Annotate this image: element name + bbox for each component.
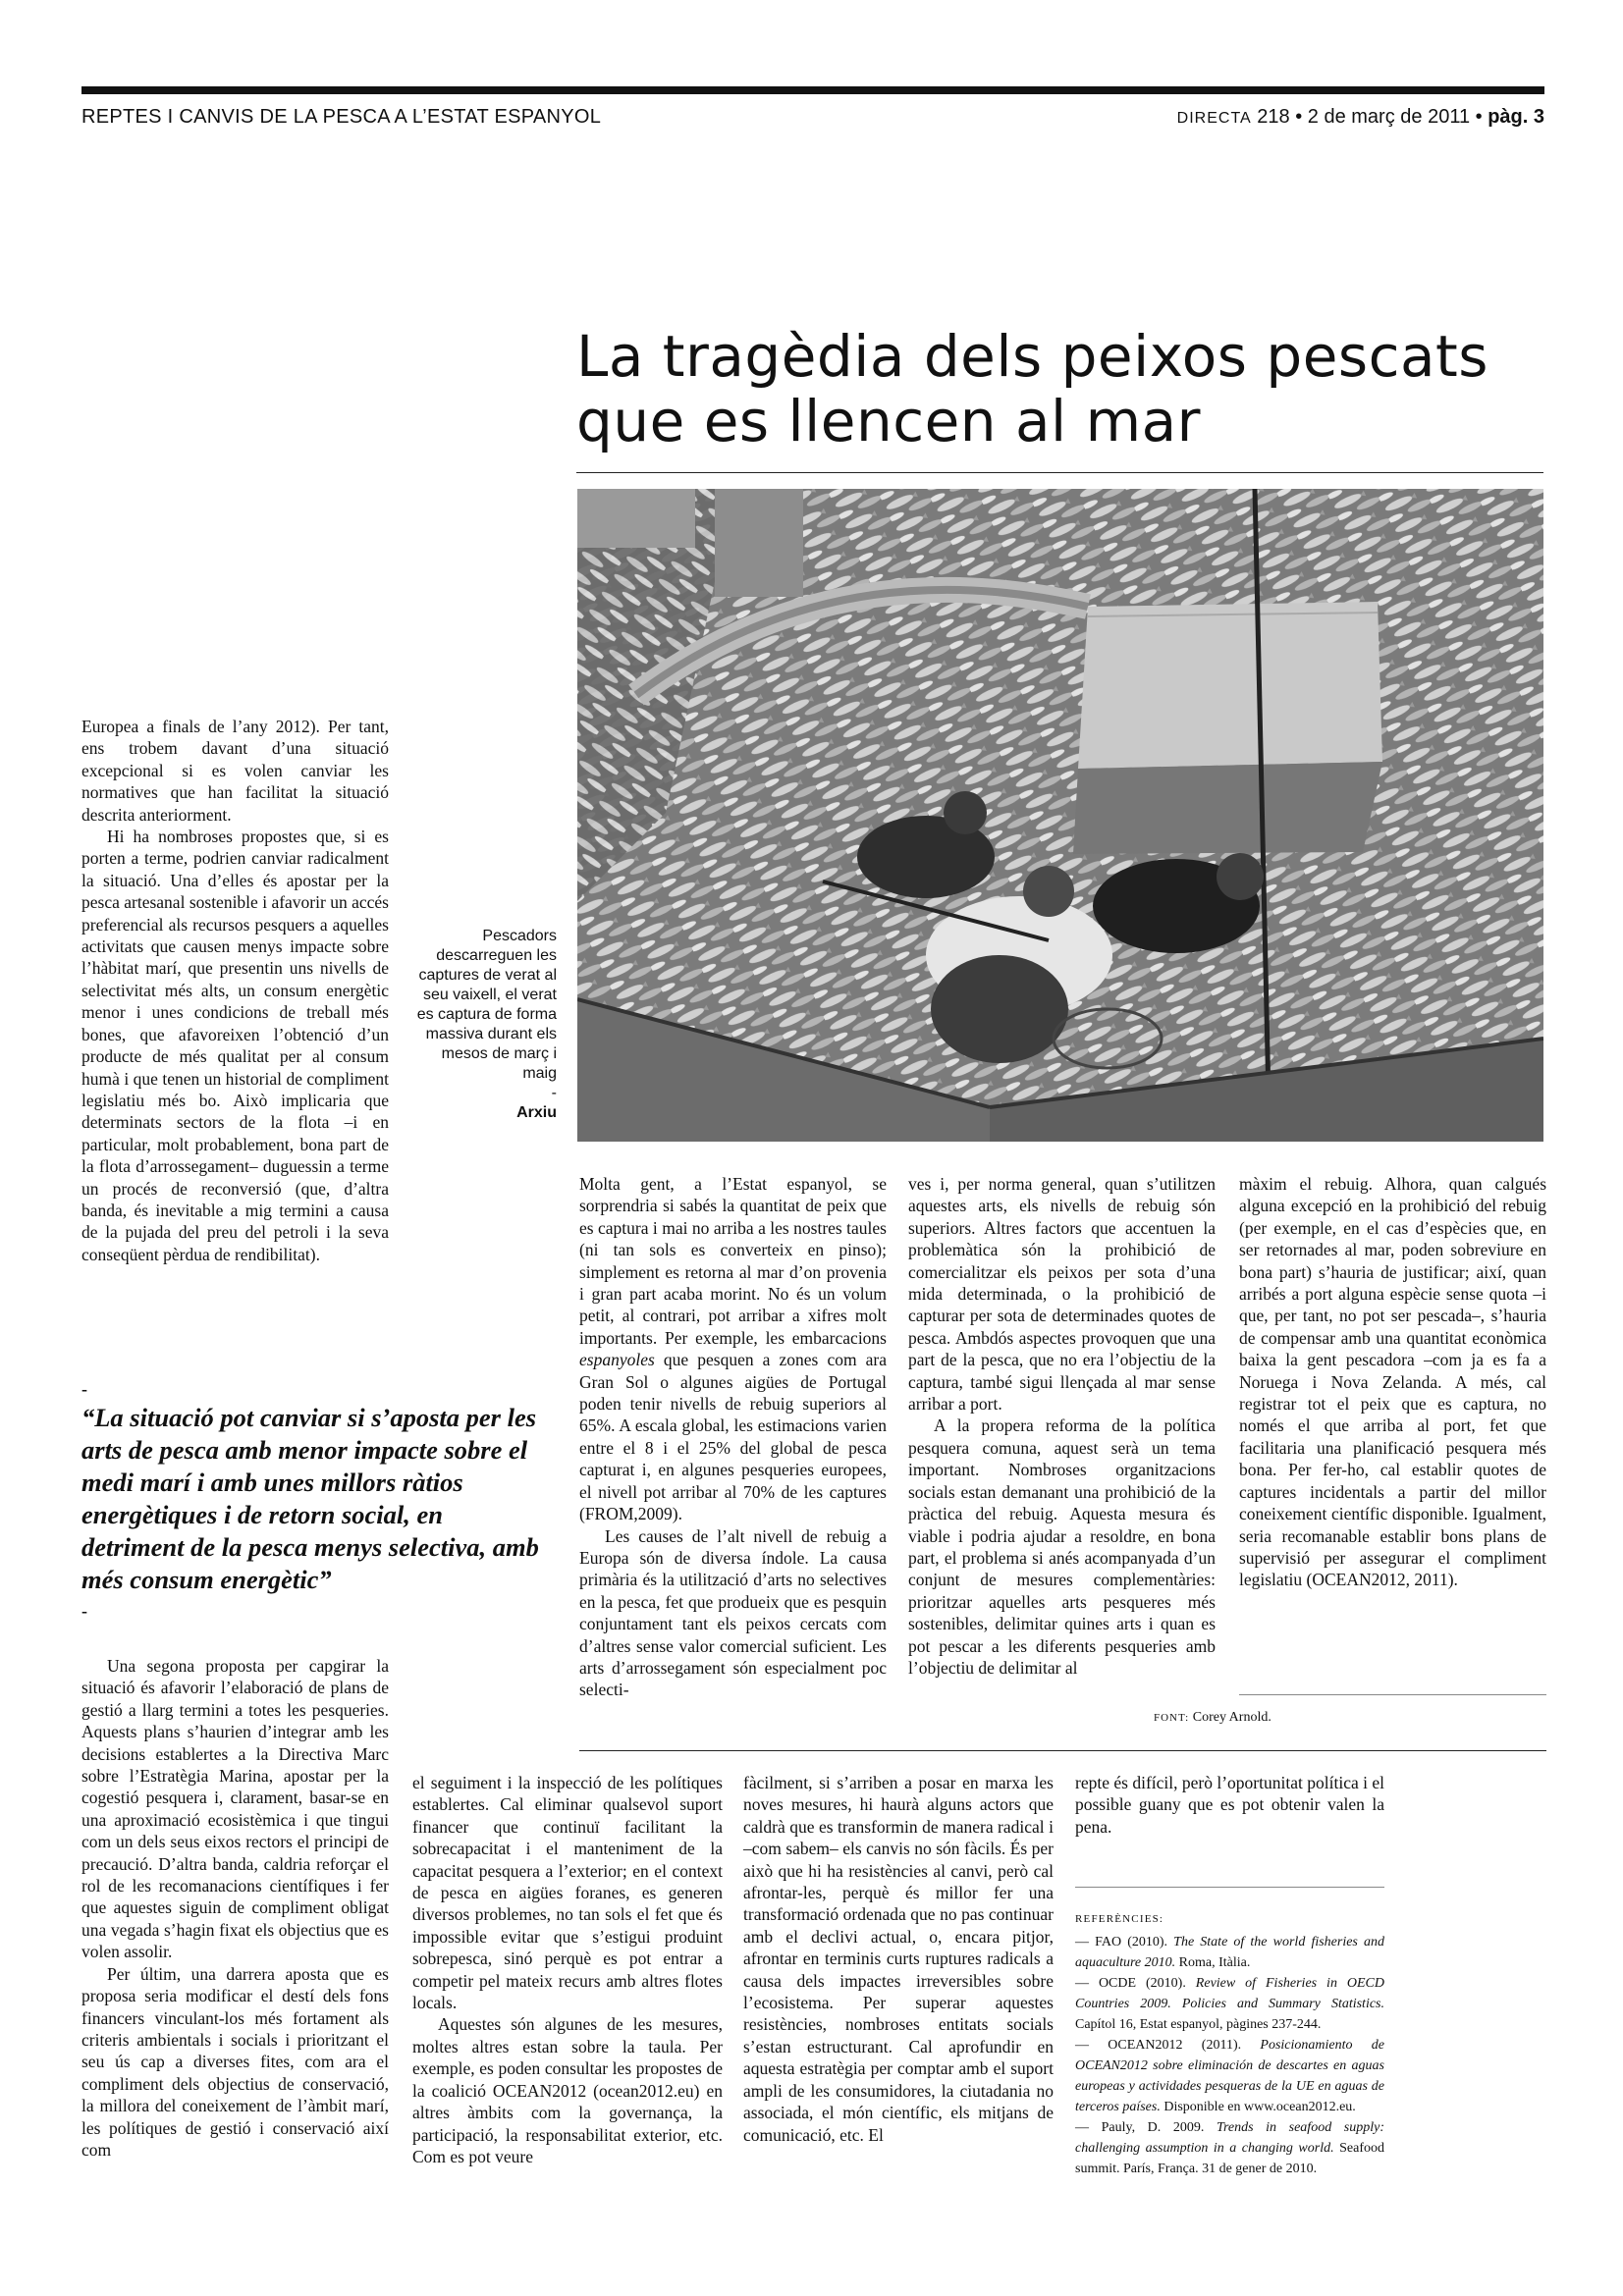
lower-column-3 xyxy=(1075,1772,1384,1838)
quote-text: “La situació pot canviar si s’aposta per les arts de pesca amb menor impacte sobre el medi marí i amb unes millors ràtios energètiques i de retorn social, en detriment de la pesca menys selectiva, amb més consum energètic” xyxy=(81,1403,539,1594)
paragraph: ves i, per norma general, quan s’utilitzen aquestes arts, els nivells de rebuig són superiors. Altres factors que accentuen la problemàtica són la prohibició de comercialitzar els peixos per sota d’una mida determinada, o la prohibició de capturar per sota de determinades quotes de pesca. Ambdós aspectes provoquen que una part de la pesca, que no era l’objectiu de la captura, també sigui llençada al mar sense arribar a port. xyxy=(908,1174,1216,1415)
paragraph: Una segona proposta per capgirar la situació és afavorir l’elaboració de plans de gestió a llarg termini a totes les pesqueries. Aquests plans s’haurien d’integrar amb les decisions establertes a la Directiva Marc sobre l’Estratègia Marina, apostar per la cogestió pesquera i, clarament, basar-se en una aproximació ecosistèmica i que tingui com un dels seus eixos rectors el principi de precaució. D’altra banda, caldria reforçar el rol de les recomanacions científiques i fer que aquestes siguin de compliment obligat una vegada s’hagin fixat els objectius que es volen assolir. xyxy=(81,1656,389,1962)
issue-number: 218 xyxy=(1257,106,1290,128)
paragraph: Les causes de l’alt nivell de rebuig a Europa són de diversa índole. La causa primària és la utilització d’arts no selectives en la pesca, fet que produeix que es pesquin conjuntament tant els peixos cercats com d’altres sense valor comercial suficient. Les arts d’arrossegament són especialment poc selecti- xyxy=(579,1525,887,1700)
references xyxy=(1075,1909,1384,2179)
lower-column-1 xyxy=(412,1772,723,2167)
references-rule xyxy=(1075,1887,1384,1888)
header-rule xyxy=(81,86,1544,94)
paragraph: Per últim, una darrera aposta que es proposa seria modificar el destí dels fons financers vinculant-los més fortament als criteris ambientals i socials i prioritzant el seu ús cap a diverses fites, com ara el compliment dels objectius de conservació, la millora del coneixement de l’àmbit marí, les polítiques de gestió i conservació així com xyxy=(81,1963,389,2160)
source-label: FONT: xyxy=(1154,1712,1190,1724)
reference-item: — Pauly, D. 2009. Trends in seafood supply: challenging assumption in a changing world. Seafood summit. París, França. 31 de gener de 2010. xyxy=(1075,2120,1385,2176)
paragraph: fàcilment, si s’arriben a posar en marxa les noves mesures, hi haurà alguns actors que caldrà que es transformin de manera radical i –com sabem– els canvis no són fàcils. És per això que hi ha resistències al canvi, però cal afrontar-les, perquè és millor fer una transformació ordenada que no pas continuar amb el declivi actual, o, encara pitjor, afrontar en terminis curts ruptures radicals a causa dels impactes irreversibles sobre l’ecosistema. Per superar aquestes resistències, nombroses entitats socials s’estan estructurant. Cal aprofundir en aquesta estratègia per comptar amb el suport ampli de les consumidores, la ciutadania no associada, el món científic, els mitjans de comunicació, etc. El xyxy=(743,1773,1054,2145)
references-heading: REFERÈNCIES: xyxy=(1075,1913,1164,1925)
main-column-2 xyxy=(908,1173,1216,1679)
paragraph: Hi ha nombroses propostes que, si es porten a terme, podrien canviar radicalment la situació. Una d’elles és apostar per la pesca artesanal sostenible i afavorir un accés preferencial als recursos pesquers a aquelles activitats que causen menys impacte sobre l’hàbitat marí, que presentin uns nivells de selectivitat més alts, un consum energètic menor i unes condicions de treball més bones, que afavoreixen l’obtenció d’un producte de més qualitat per al consum humà i que tenen un historial de compliment legislatiu més bo. Això implicaria que determinats sectors de la flota –i en particular, molt probablement, bona part de la flota d’arrossegament– duguessin a terme un procés de reconversió (que, d’altra banda, és inevitable a mig termini a causa de la pujada del preu del petroli i la seva conseqüent pèrdua de rendibilitat). xyxy=(81,827,389,1264)
source-name: Corey Arnold. xyxy=(1192,1710,1271,1725)
paragraph: el seguiment i la inspecció de les polítiques establertes. Cal eliminar qualsevol suport financer que continuï facilitant la sobrecapacitat i el manteniment de la capacitat pesquera a l’exterior; en el context de pesca en aigües foranes, es generen diversos problemes, no tan sols el fet que és impossible evitar que s’estigui produint sobrepesca, sinó perquè es pot entrar a competir pel mateix recurs amb altres flotes locals. xyxy=(412,1773,723,2013)
main-column-1 xyxy=(579,1173,887,1701)
paragraph: Europea a finals de l’any 2012). Per tant, ens trobem davant d’una situació excepcional si es volen canviar les normatives que han facilitat la situació descrita anteriorment. xyxy=(81,717,389,825)
reference-item: — OCEAN2012 (2011). Posicionamiento de OCEAN2012 sobre eliminación de descartes en aguas europeas y actividades pesqueras de la UE en aguas de terceros países. Disponible en www.ocean2012.eu. xyxy=(1075,2038,1385,2114)
headline-line-1: La tragèdia dels peixos pescats xyxy=(576,323,1488,390)
headline-line-2: que es llencen al mar xyxy=(576,388,1201,454)
page-folio: DIRECTA 218 • 2 de març de 2011 • pàg. 3 xyxy=(1176,106,1544,128)
left-column-lower xyxy=(81,1655,389,2161)
headline xyxy=(576,324,1539,454)
paragraph: Aquestes són algunes de les mesures, moltes altres estan sobre la taula. Per exemple, es poden consultar les propostes de la coalició OCEAN2012 (ocean2012.eu) en altres àmbits com la governança, la participació, la responsabilitat exterior, etc. Com es pot veure xyxy=(412,2014,723,2166)
photo-credit: Arxiu xyxy=(516,1104,557,1121)
caption-dash: - xyxy=(551,1085,557,1101)
section-title: REPTES I CANVIS DE LA PESCA A L’ESTAT ESPANYOL xyxy=(81,106,602,128)
paragraph: Molta gent, a l’Estat espanyol, se sorprendria si sabés la quantitat de peix que es captura i mai no arriba a les nostres taules (ni tan sols es converteix en pinso); simplement es retorna al mar d’on provenia i gran part acaba morint. No és un volum petit, al contrari, pot arribar a xifres molt importants. Per exemple, les embarcacions espanyoles que pesquen a zones com ara Gran Sol o algunes aigües de Portugal poden tenir nivells de rebuig superiors al 65%. A escala global, les estimacions varien entre el 8 i el 25% del global de pesca capturat i, en algunes pesqueries europees, el nivell pot arribar al 70% de les captures (FROM,2009). xyxy=(579,1174,888,1524)
photo-source xyxy=(1154,1710,1271,1726)
pull-quote xyxy=(81,1379,541,1621)
left-column-upper xyxy=(81,716,389,1265)
publication-name: DIRECTA xyxy=(1176,110,1252,127)
headline-rule xyxy=(576,472,1543,473)
paragraph: màxim el rebuig. Alhora, quan calgués alguna excepció en la prohibició del rebuig (per exemple, en el cas d’espècies que, en ser retornades al mar, poden sobreviure en bona part) s’hauria de justificar; així, quan arribés a port alguna espècie sense quota –i que, per tant, no pot ser pescada–, s’hauria de compensar amb una quantitat econòmica baixa la gent pescadora –com ja es fa a Noruega i Nova Zelanda. A més, cal registrar tot el peix que es captura, no només el que arriba al port, fet que facilitaria una planificació pesquera més bona. Per fer-ho, cal establir quotes de captures incidentals a partir del millor coneixement científic disponible. Igualment, seria recomanable establir bons plans de supervisió per assegurar el compliment legislatiu (OCEAN2012, 2011). xyxy=(1239,1174,1546,1590)
quote-dash-top: - xyxy=(81,1379,87,1399)
photo-caption xyxy=(407,927,557,1123)
issue-date: 2 de març de 2011 xyxy=(1307,106,1471,128)
reference-item: — FAO (2010). The State of the world fisheries and aquaculture 2010. Roma, Itàlia. xyxy=(1075,1935,1385,1970)
reference-item: — OCDE (2010). Review of Fisheries in OECD Countries 2009. Policies and Summary Statistics. Capítol 16, Estat espanyol, pàgines 237-244. xyxy=(1075,1976,1385,2032)
source-rule xyxy=(1239,1694,1546,1695)
paragraph: repte és difícil, però l’oportunitat política i el possible guany que es pot obtenir valen la pena. xyxy=(1075,1773,1384,1837)
fishing-photo xyxy=(577,489,1543,1142)
lower-column-2 xyxy=(743,1772,1054,2146)
page-number: pàg. 3 xyxy=(1488,106,1544,128)
paragraph: A la propera reforma de la política pesquera comuna, aquest serà un tema important. Nombroses organitzacions socials estan demanant una prohibició de la pràctica del rebuig. Aquesta mesura és viable i podria ajudar a resoldre, en bona part, el problema si anés acompanyada d’un conjunt de mesures complementàries: prioritzar aquelles arts pesqueres més sostenibles, delimitar quines arts i quan es pot pescar a les diferents pesqueries amb l’objectiu de delimitar al xyxy=(908,1415,1216,1678)
section-divider xyxy=(579,1750,1546,1751)
main-column-3 xyxy=(1239,1173,1546,1591)
quote-dash-bottom: - xyxy=(81,1601,87,1621)
emphasis: espanyoles xyxy=(579,1350,655,1370)
caption-text: Pescadors descarreguen les captures de verat al seu vaixell, el verat es captura de forma massiva durant els mesos de març i maig xyxy=(416,928,557,1082)
